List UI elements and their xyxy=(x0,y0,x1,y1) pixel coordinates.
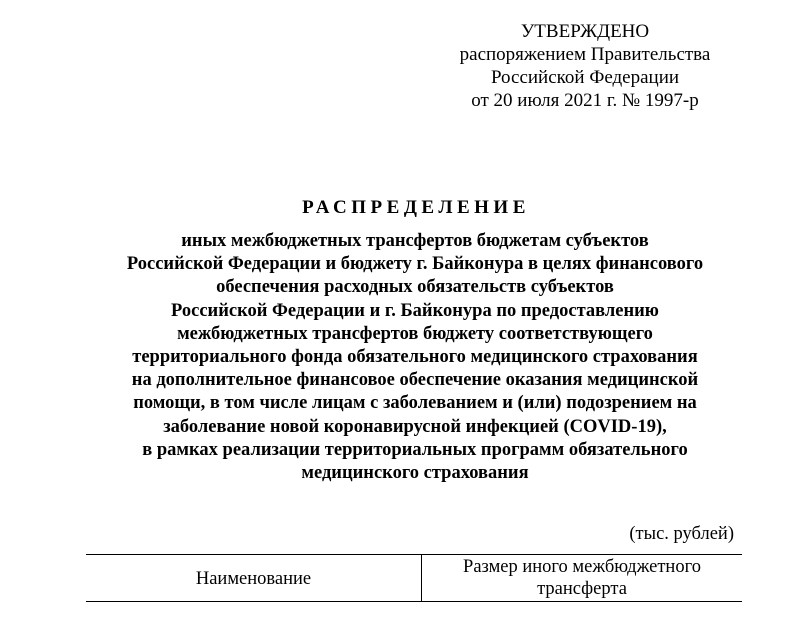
subtitle-line: заболевание новой коронавирусной инфекцией (COVID-19), xyxy=(163,416,667,437)
approval-heading: УТВЕРЖДЕНО xyxy=(520,21,650,42)
approval-date-number: от 20 июля 2021 г. № 1997-р xyxy=(471,90,699,111)
table-header-name: Наименование xyxy=(86,555,422,601)
subtitle-line: иных межбюджетных трансфертов бюджетам субъектов xyxy=(181,231,649,251)
subtitle-line: обеспечения расходных обязательств субъектов xyxy=(216,277,614,298)
approval-authority: распоряжением Правительства xyxy=(459,44,711,65)
approval-block xyxy=(420,20,750,112)
subtitle-line: территориального фонда обязательного медицинского страхования xyxy=(132,347,698,368)
table-header-row xyxy=(86,554,742,602)
subtitle-line: Российской Федерации и г. Байконура по предоставлению xyxy=(171,300,659,321)
document-subtitle xyxy=(40,230,790,485)
subtitle-line: медицинского страхования xyxy=(301,463,529,484)
subtitle-line: межбюджетных трансфертов бюджету соответствующего xyxy=(177,323,653,344)
subtitle-line: Российской Федерации и бюджету г. Байконура в целях финансового xyxy=(126,254,704,275)
table-header-size xyxy=(422,555,742,601)
document-title: РАСПРЕДЕЛЕНИЕ xyxy=(302,197,530,218)
table-header-size-line: трансферта xyxy=(537,579,627,599)
subtitle-line: в рамках реализации территориальных программ обязательного xyxy=(142,439,688,460)
subtitle-line: на дополнительное финансовое обеспечение оказания медицинской xyxy=(131,370,699,391)
units-label: (тыс. рублей) xyxy=(629,524,734,544)
subtitle-line: помощи, в том числе лицам с заболеванием и (или) подозрением на xyxy=(133,393,697,414)
table-header-size-line: Размер иного межбюджетного xyxy=(463,557,701,577)
approval-country: Российской Федерации xyxy=(490,67,680,88)
